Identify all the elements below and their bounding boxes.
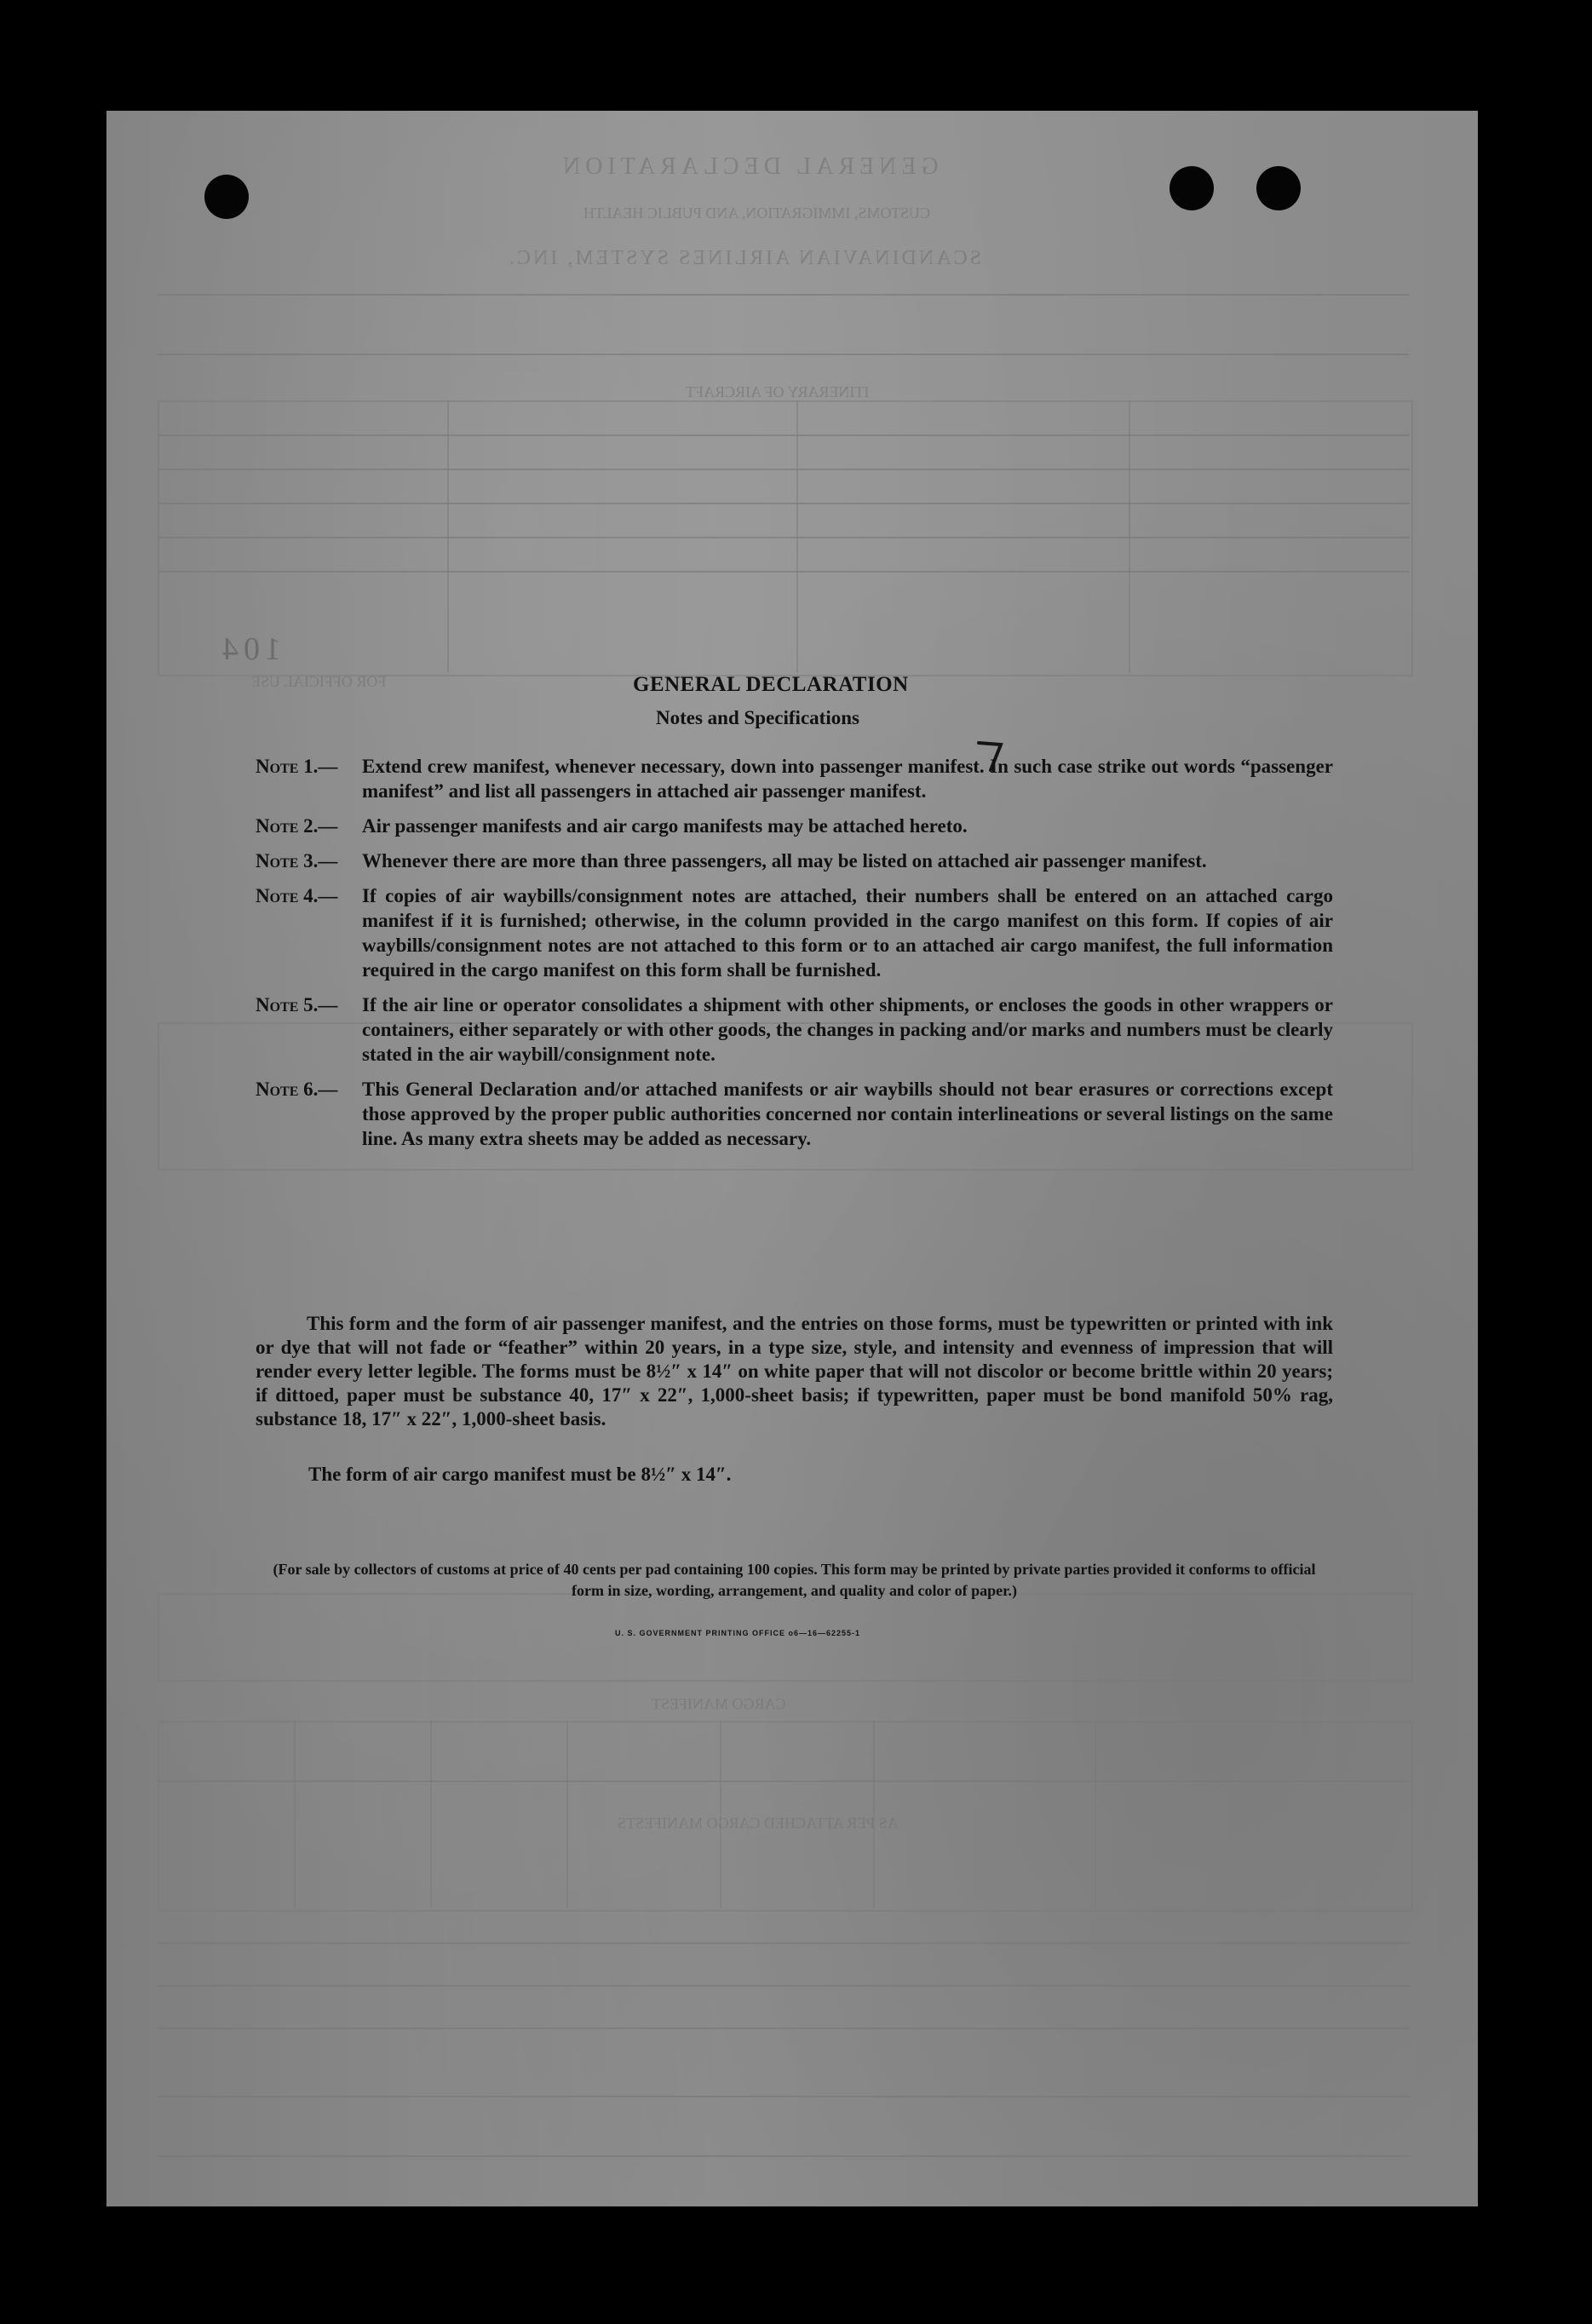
- note-item: [256, 883, 1333, 982]
- bleed-through-title: GENERAL DECLARATION: [558, 153, 939, 180]
- note-label: Note 5.—: [256, 994, 338, 1015]
- sale-note: (For sale by collectors of customs at price of 40 cents per pad containing 100 copies. This form may be printed by private parties provided it conforms to official form in size, wording, arrangement, and quality and color of paper.): [273, 1561, 1316, 1599]
- document-subtitle: Notes and Specifications: [656, 707, 859, 728]
- document-title: GENERAL DECLARATION: [633, 673, 909, 696]
- bleed-through-official-use: FOR OFFICIAL USE: [251, 673, 387, 690]
- note-item: [256, 848, 1333, 873]
- notes-list: [256, 754, 1333, 1161]
- note-text: If the air line or operator consolidates a shipment with other shipments, or encloses the goods in other wrappers or containers, either separately or with other goods, the changes in packing and/or marks and numbers must be clearly stated in the air waybill/consignment note.: [362, 994, 1333, 1065]
- note-text: If copies of air waybills/consignment notes are attached, their numbers shall be entered on an attached cargo manifest if it is furnished; otherwise, in the column provided in the cargo manifest on this form. If copies of air waybills/consignment notes are not attached to this form or to an attached air cargo manifest, the full information required in the cargo manifest on this form shall be furnished.: [362, 885, 1333, 981]
- note-text: Whenever there are more than three passengers, all may be listed on attached air passenger manifest.: [362, 850, 1207, 872]
- bleed-through-number: 104: [217, 631, 281, 667]
- note-label: Note 2.—: [256, 815, 338, 837]
- note-label: Note 3.—: [256, 850, 338, 872]
- printer-line: U. S. GOVERNMENT PRINTING OFFICE o6—16—62255-1: [615, 1629, 861, 1637]
- note-label: Note 6.—: [256, 1079, 338, 1100]
- note-item: [256, 992, 1333, 1067]
- note-label: Note 4.—: [256, 885, 338, 906]
- note-label: Note 1.—: [256, 756, 338, 777]
- note-item: [256, 814, 1333, 838]
- form-requirements-paragraph: [256, 1312, 1333, 1431]
- cargo-manifest-size-line: The form of air cargo manifest must be 8½″ x 14″.: [308, 1464, 732, 1485]
- note-item: [256, 1077, 1333, 1151]
- form-requirements-text: This form and the form of air passenger manifest, and the entries on those forms, must be typewritten or printed with ink or dye that will not fade or “feather” within 20 years, in a type size, style, and intensity and evenness of impression that will render every letter legible. The forms must be 8½″ x 14″ on white paper that will not discolor or become brittle within 20 years; if dittoed, paper must be substance 40, 17″ x 22″, 1,000-sheet basis; if typewritten, paper must be bond manifold 50% rag, substance 18, 17″ x 22″, 1,000-sheet basis.: [256, 1313, 1333, 1429]
- note-text: Air passenger manifests and air cargo manifests may be attached hereto.: [362, 815, 968, 837]
- note-text: This General Declaration and/or attached manifests or air waybills should not bear erasures or corrections except those approved by the proper public authorities concerned nor contain interlineations or several listings on the same line. As many extra sheets may be added as necessary.: [362, 1079, 1333, 1149]
- bleed-through-itinerary: ITINERARY OF AIRCRAFT: [686, 383, 870, 400]
- note-text: Extend crew manifest, whenever necessary, down into passenger manifest. In such case strike out words “passenger manifest” and list all passengers in attached air passenger manifest.: [362, 756, 1333, 802]
- bleed-through-subtitle: CUSTOMS, IMMIGRATION, AND PUBLIC HEALTH: [583, 204, 931, 221]
- bleed-through-attached: AS PER ATTACHED CARGO MANIFESTS: [618, 1815, 899, 1832]
- bleed-through-cargo-manifest: CARGO MANIFEST: [652, 1695, 786, 1712]
- bleed-through-operator: SCANDINAVIAN AIRLINES SYSTEM, INC.: [507, 247, 981, 269]
- note-item: [256, 754, 1333, 803]
